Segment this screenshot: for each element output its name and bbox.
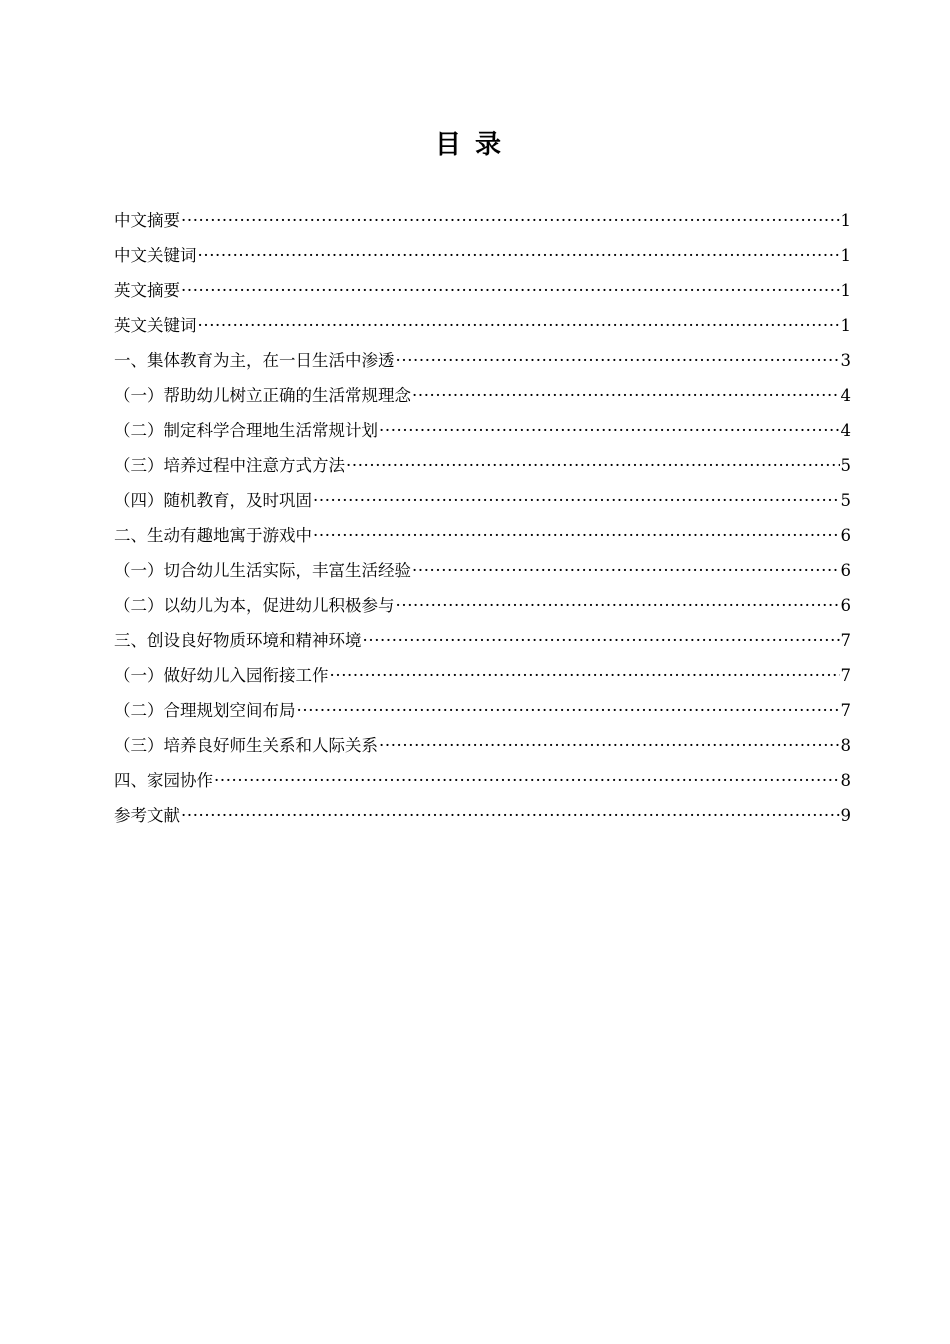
page-title: 目录 (434, 130, 515, 161)
toc-entry[interactable] (114, 413, 851, 448)
toc-entry-label: （二）制定科学合理地生活常规计划 (114, 421, 378, 440)
toc-entry-page-number: 7 (840, 701, 851, 720)
toc-entry-label: （一）做好幼儿入园衔接工作 (114, 666, 329, 685)
toc-entry[interactable] (114, 588, 851, 623)
toc-entry-label: （一）切合幼儿生活实际，丰富生活经验 (114, 561, 411, 580)
toc-dot-leader (379, 413, 840, 448)
toc-dot-leader (363, 623, 840, 658)
toc-entry[interactable] (114, 308, 851, 343)
toc-entry-page-number: 4 (840, 386, 851, 405)
toc-dot-leader (313, 518, 840, 553)
toc-entry-page-number: 4 (840, 421, 851, 440)
toc-entry-label: （三）培养良好师生关系和人际关系 (114, 736, 378, 755)
toc-entry[interactable] (114, 553, 851, 588)
toc-entry-label: 三、创设良好物质环境和精神环境 (114, 631, 362, 650)
toc-dot-leader (181, 273, 840, 308)
toc-entry-page-number: 7 (840, 666, 851, 685)
toc-entry-label: 中文摘要 (114, 211, 180, 230)
toc-entry-page-number: 8 (840, 736, 851, 755)
toc-entry-label: （一）帮助幼儿树立正确的生活常规理念 (114, 386, 411, 405)
toc-entry[interactable] (114, 728, 851, 763)
toc-entry[interactable] (114, 203, 851, 238)
toc-entry-label: 英文关键词 (114, 316, 197, 335)
toc-entry-page-number: 7 (840, 631, 851, 650)
toc-entry-page-number: 5 (840, 491, 851, 510)
toc-entry-label: （三）培养过程中注意方式方法 (114, 456, 345, 475)
toc-entry-page-number: 3 (840, 351, 851, 370)
toc-entry-page-number: 6 (840, 526, 851, 545)
toc-dot-leader (214, 763, 840, 798)
toc-entry-page-number: 1 (840, 211, 851, 230)
toc-entry-label: 二、生动有趣地寓于游戏中 (114, 526, 312, 545)
toc-entry[interactable] (114, 483, 851, 518)
table-of-contents (114, 203, 851, 833)
toc-entry[interactable] (114, 798, 851, 833)
toc-dot-leader (412, 378, 840, 413)
toc-dot-leader (412, 553, 840, 588)
toc-entry[interactable] (114, 238, 851, 273)
toc-entry-label: 英文摘要 (114, 281, 180, 300)
toc-dot-leader (396, 343, 840, 378)
toc-entry-page-number: 5 (840, 456, 851, 475)
toc-entry[interactable] (114, 693, 851, 728)
toc-entry-page-number: 1 (840, 281, 851, 300)
toc-dot-leader (181, 203, 840, 238)
toc-dot-leader (313, 483, 840, 518)
toc-dot-leader (379, 728, 840, 763)
toc-entry[interactable] (114, 273, 851, 308)
toc-entry[interactable] (114, 623, 851, 658)
toc-dot-leader (346, 448, 840, 483)
toc-entry[interactable] (114, 518, 851, 553)
toc-entry[interactable] (114, 378, 851, 413)
toc-entry-page-number: 1 (840, 246, 851, 265)
toc-entry-label: 四、家园协作 (114, 771, 213, 790)
toc-dot-leader (181, 798, 840, 833)
toc-dot-leader (198, 238, 840, 273)
toc-dot-leader (297, 693, 840, 728)
toc-dot-leader (198, 308, 840, 343)
toc-dot-leader (330, 658, 840, 693)
toc-entry-label: （四）随机教育，及时巩固 (114, 491, 312, 510)
toc-entry-label: 中文关键词 (114, 246, 197, 265)
toc-entry[interactable] (114, 343, 851, 378)
toc-entry[interactable] (114, 448, 851, 483)
toc-entry-label: 一、集体教育为主，在一日生活中渗透 (114, 351, 395, 370)
toc-entry-page-number: 9 (840, 806, 851, 825)
toc-entry-label: （二）合理规划空间布局 (114, 701, 296, 720)
toc-entry-label: 参考文献 (114, 806, 180, 825)
toc-entry-page-number: 6 (840, 561, 851, 580)
toc-entry[interactable] (114, 658, 851, 693)
toc-entry-page-number: 6 (840, 596, 851, 615)
toc-entry[interactable] (114, 763, 851, 798)
toc-dot-leader (396, 588, 840, 623)
toc-entry-page-number: 8 (840, 771, 851, 790)
toc-entry-label: （二）以幼儿为本，促进幼儿积极参与 (114, 596, 395, 615)
toc-entry-page-number: 1 (840, 316, 851, 335)
